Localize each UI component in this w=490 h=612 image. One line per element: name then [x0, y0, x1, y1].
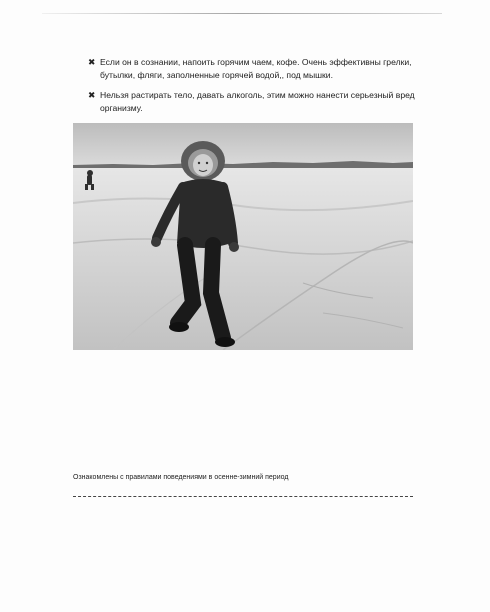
bullet-item	[88, 89, 418, 115]
cross-mark-icon: ✖	[88, 90, 96, 100]
bullet-item	[88, 56, 418, 82]
bullet-text: Нельзя растирать тело, давать алкоголь, этим можно нанести серьезный вред организму.	[100, 90, 415, 113]
signature-line	[73, 496, 413, 497]
cross-mark-icon: ✖	[88, 57, 96, 67]
bullet-text: Если он в сознании, напоить горячим чаем, кофе. Очень эффективны грелки, бутылки, фляги, заполненные горячей водой,, под мышки.	[100, 57, 412, 80]
bullet-list	[88, 56, 418, 122]
acknowledgement-text: Ознакомлены с правилами поведениями в осенне-зимний период	[73, 474, 289, 481]
top-divider	[42, 13, 442, 14]
child-walking-on-snow-photo	[73, 123, 413, 350]
